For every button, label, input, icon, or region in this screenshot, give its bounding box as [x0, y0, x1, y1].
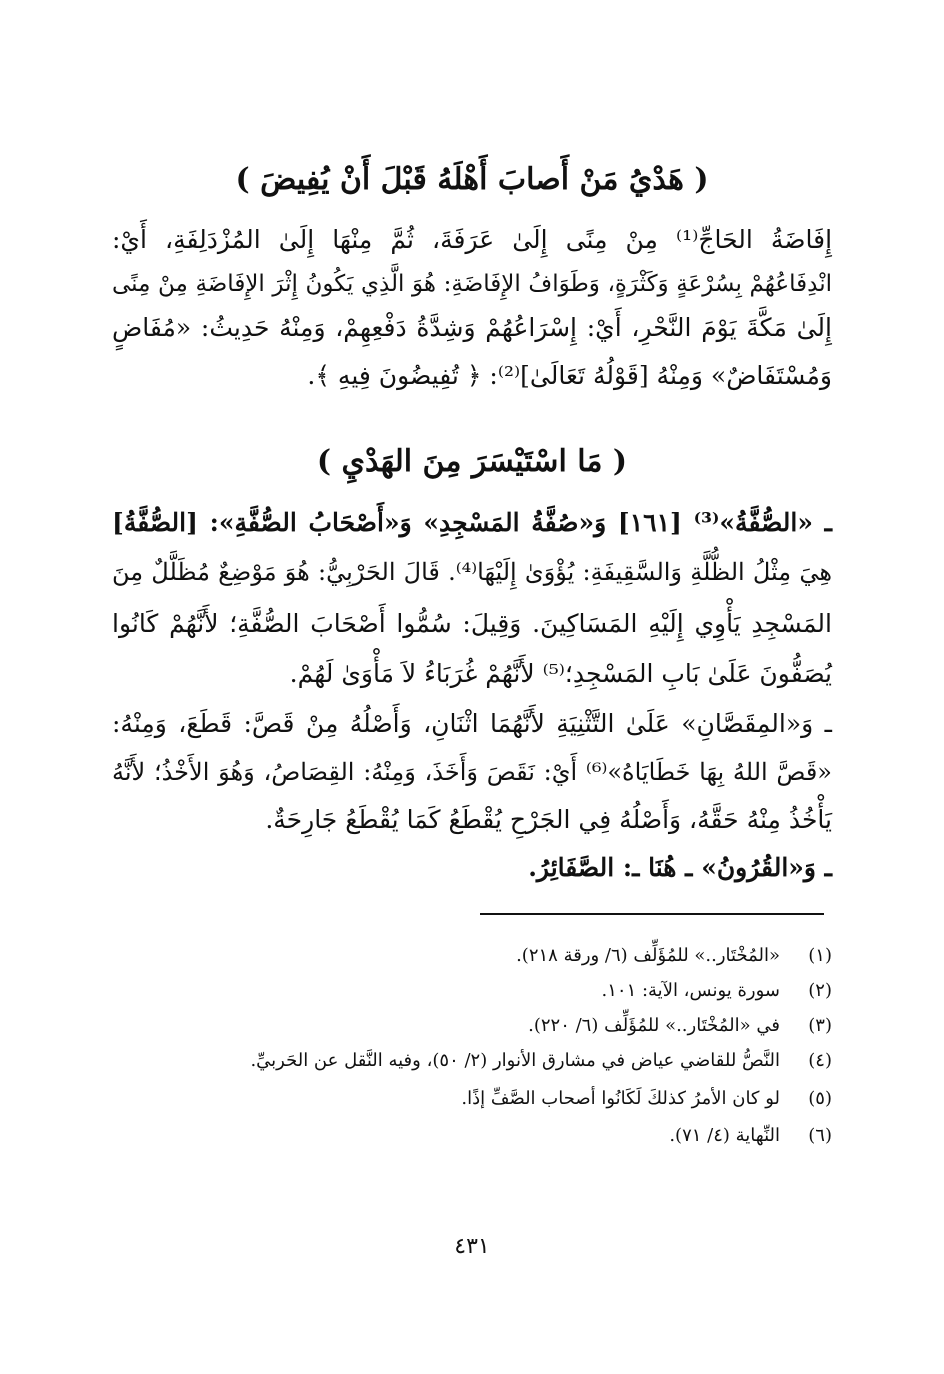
text-line: وَمُسْتَفَاضٌ» وَمِنْهُ [قَوْلُهُ تَعَالَىٰ]⁽²⁾: ﴿ تُفِيضُونَ فِيهِ ﴾.	[307, 361, 832, 390]
footnote	[112, 1012, 832, 1040]
text-line: إِلَىٰ مَكَّةَ يَوْمَ النَّحْرِ، أَيْ: إِسْرَاعُهُمْ وَشِدَّةُ دَفْعِهِمْ، وَمِنْهُ حَدِيثُ: «مُفَاضٍ	[112, 313, 832, 342]
text-line: انْدِفَاعُهُمْ بِسُرْعَةٍ وَكَثْرَةٍ، وَطَوَافُ الإِفَاضَةِ: هُوَ الَّذِي يَكُونُ إِثْرَ الإِفَاضَةِ مِنْ مِنًى	[112, 271, 832, 297]
text-line: إِفَاضَةُ الحَاجِّ⁽¹⁾ مِنْ مِنًى إِلَىٰ عَرَفَةَ، ثُمَّ مِنْهَا إِلَىٰ المُزْدَلِفَةِ، أَيْ:	[112, 225, 833, 254]
footnote-number: (٢)	[808, 980, 832, 1001]
footnote-text: لو كان الأمرُ كذلكَ لَكَانُوا أصحاب الصَّفِّ إذًا.	[461, 1088, 780, 1109]
footnote-number: (٥)	[808, 1088, 832, 1109]
text-line: يَأْخُذُ مِنْهُ حَقَّهُ، وَأَصْلُهُ فِي الجَرْحِ يُقْطَعُ كَمَا يُقْطَعُ جَارِحَةٌ.	[265, 805, 832, 834]
footnote-text: النَّصُّ للقاضي عياض في مشارق الأنوار (٢/ ٥٠)، وفيه النَّقل عن الحَربيِّ.	[250, 1050, 780, 1071]
footnote-text: سورة يونس، الآية: ١٠١.	[601, 980, 780, 1001]
footnote	[112, 1047, 832, 1075]
footnote	[112, 1085, 832, 1113]
text-line: ـ «الصُّفَّةُ»⁽³⁾ [١٦١] وَ«صُفَّةُ المَسْجِدِ» وَ«أَصْحَابُ الصُّفَّةِ»: [الصُّفَّةُ]	[112, 508, 832, 537]
text-line: «قَصَّ اللهُ بِهَا خَطَايَاهُ»⁽⁶⁾ أَيْ: نَقَصَ وَأَخَذَ، وَمِنْهُ: القِصَاصُ، وَهُوَ الأَخْذُ؛ لأَنَّهُ	[112, 758, 832, 786]
text-line: يُصَفُّونَ عَلَىٰ بَابِ المَسْجِدِ؛⁽⁵⁾ لأَنَّهُمْ غُرَبَاءُ لاَ مَأْوَىٰ لَهُمْ.	[289, 659, 832, 688]
footnote	[112, 977, 832, 1005]
footnote-separator	[480, 913, 824, 915]
section-heading-1: ( هَدْيُ مَنْ أَصابَ أَهْلَهُ قَبْلَ أَنْ يُفِيضَ )	[235, 162, 709, 197]
page-number: ٤٣١	[454, 1234, 490, 1259]
footnote	[112, 1122, 832, 1150]
text-line: ـ وَ«المِقَصَّانِ» عَلَىٰ التَّثْنِيَةِ لأَنَّهُمَا اثْنَانِ، وَأَصْلُهُ مِنْ قَصَّ: قَطَعَ، وَمِنْهُ:	[112, 709, 832, 738]
text-line: ـ وَ«القُرُونُ» ـ هُنَا ـ: الصَّفَائِرُ.	[528, 853, 832, 882]
footnote	[112, 942, 832, 970]
footnote-number: (٤)	[808, 1050, 832, 1071]
text-line: المَسْجِدِ يَأْوِي إِلَيْهِ المَسَاكِينَ. وَقِيلَ: سُمُّوا أَصْحَابَ الصُّفَّةِ؛ لأَنَّهُمْ كَانُوا	[112, 609, 832, 638]
footnote-number: (١)	[808, 945, 832, 966]
section-heading-2: ( مَا اسْتَيْسَرَ مِنَ الهَدْيِ )	[316, 444, 628, 479]
footnote-text: في «المُخْتَار..» للمُؤَلِّف (٦/ ٢٢٠).	[528, 1015, 780, 1036]
footnote-text: «المُخْتَار..» للمُؤَلِّف (٦/ ورقة ٢١٨).	[516, 945, 780, 966]
footnote-number: (٦)	[808, 1125, 832, 1146]
footnote-text: النِّهاية (٤/ ٧١).	[669, 1125, 780, 1146]
text-line: هِيَ مِثْلُ الظُّلَّةِ وَالسَّقِيفَةِ: يُؤْوَىٰ إِلَيْهَا⁽⁴⁾. قَالَ الحَرْبِيُّ: هُوَ مَوْضِعٌ مُظَلَّلٌ مِنَ	[112, 558, 832, 586]
footnote-number: (٣)	[808, 1015, 832, 1036]
